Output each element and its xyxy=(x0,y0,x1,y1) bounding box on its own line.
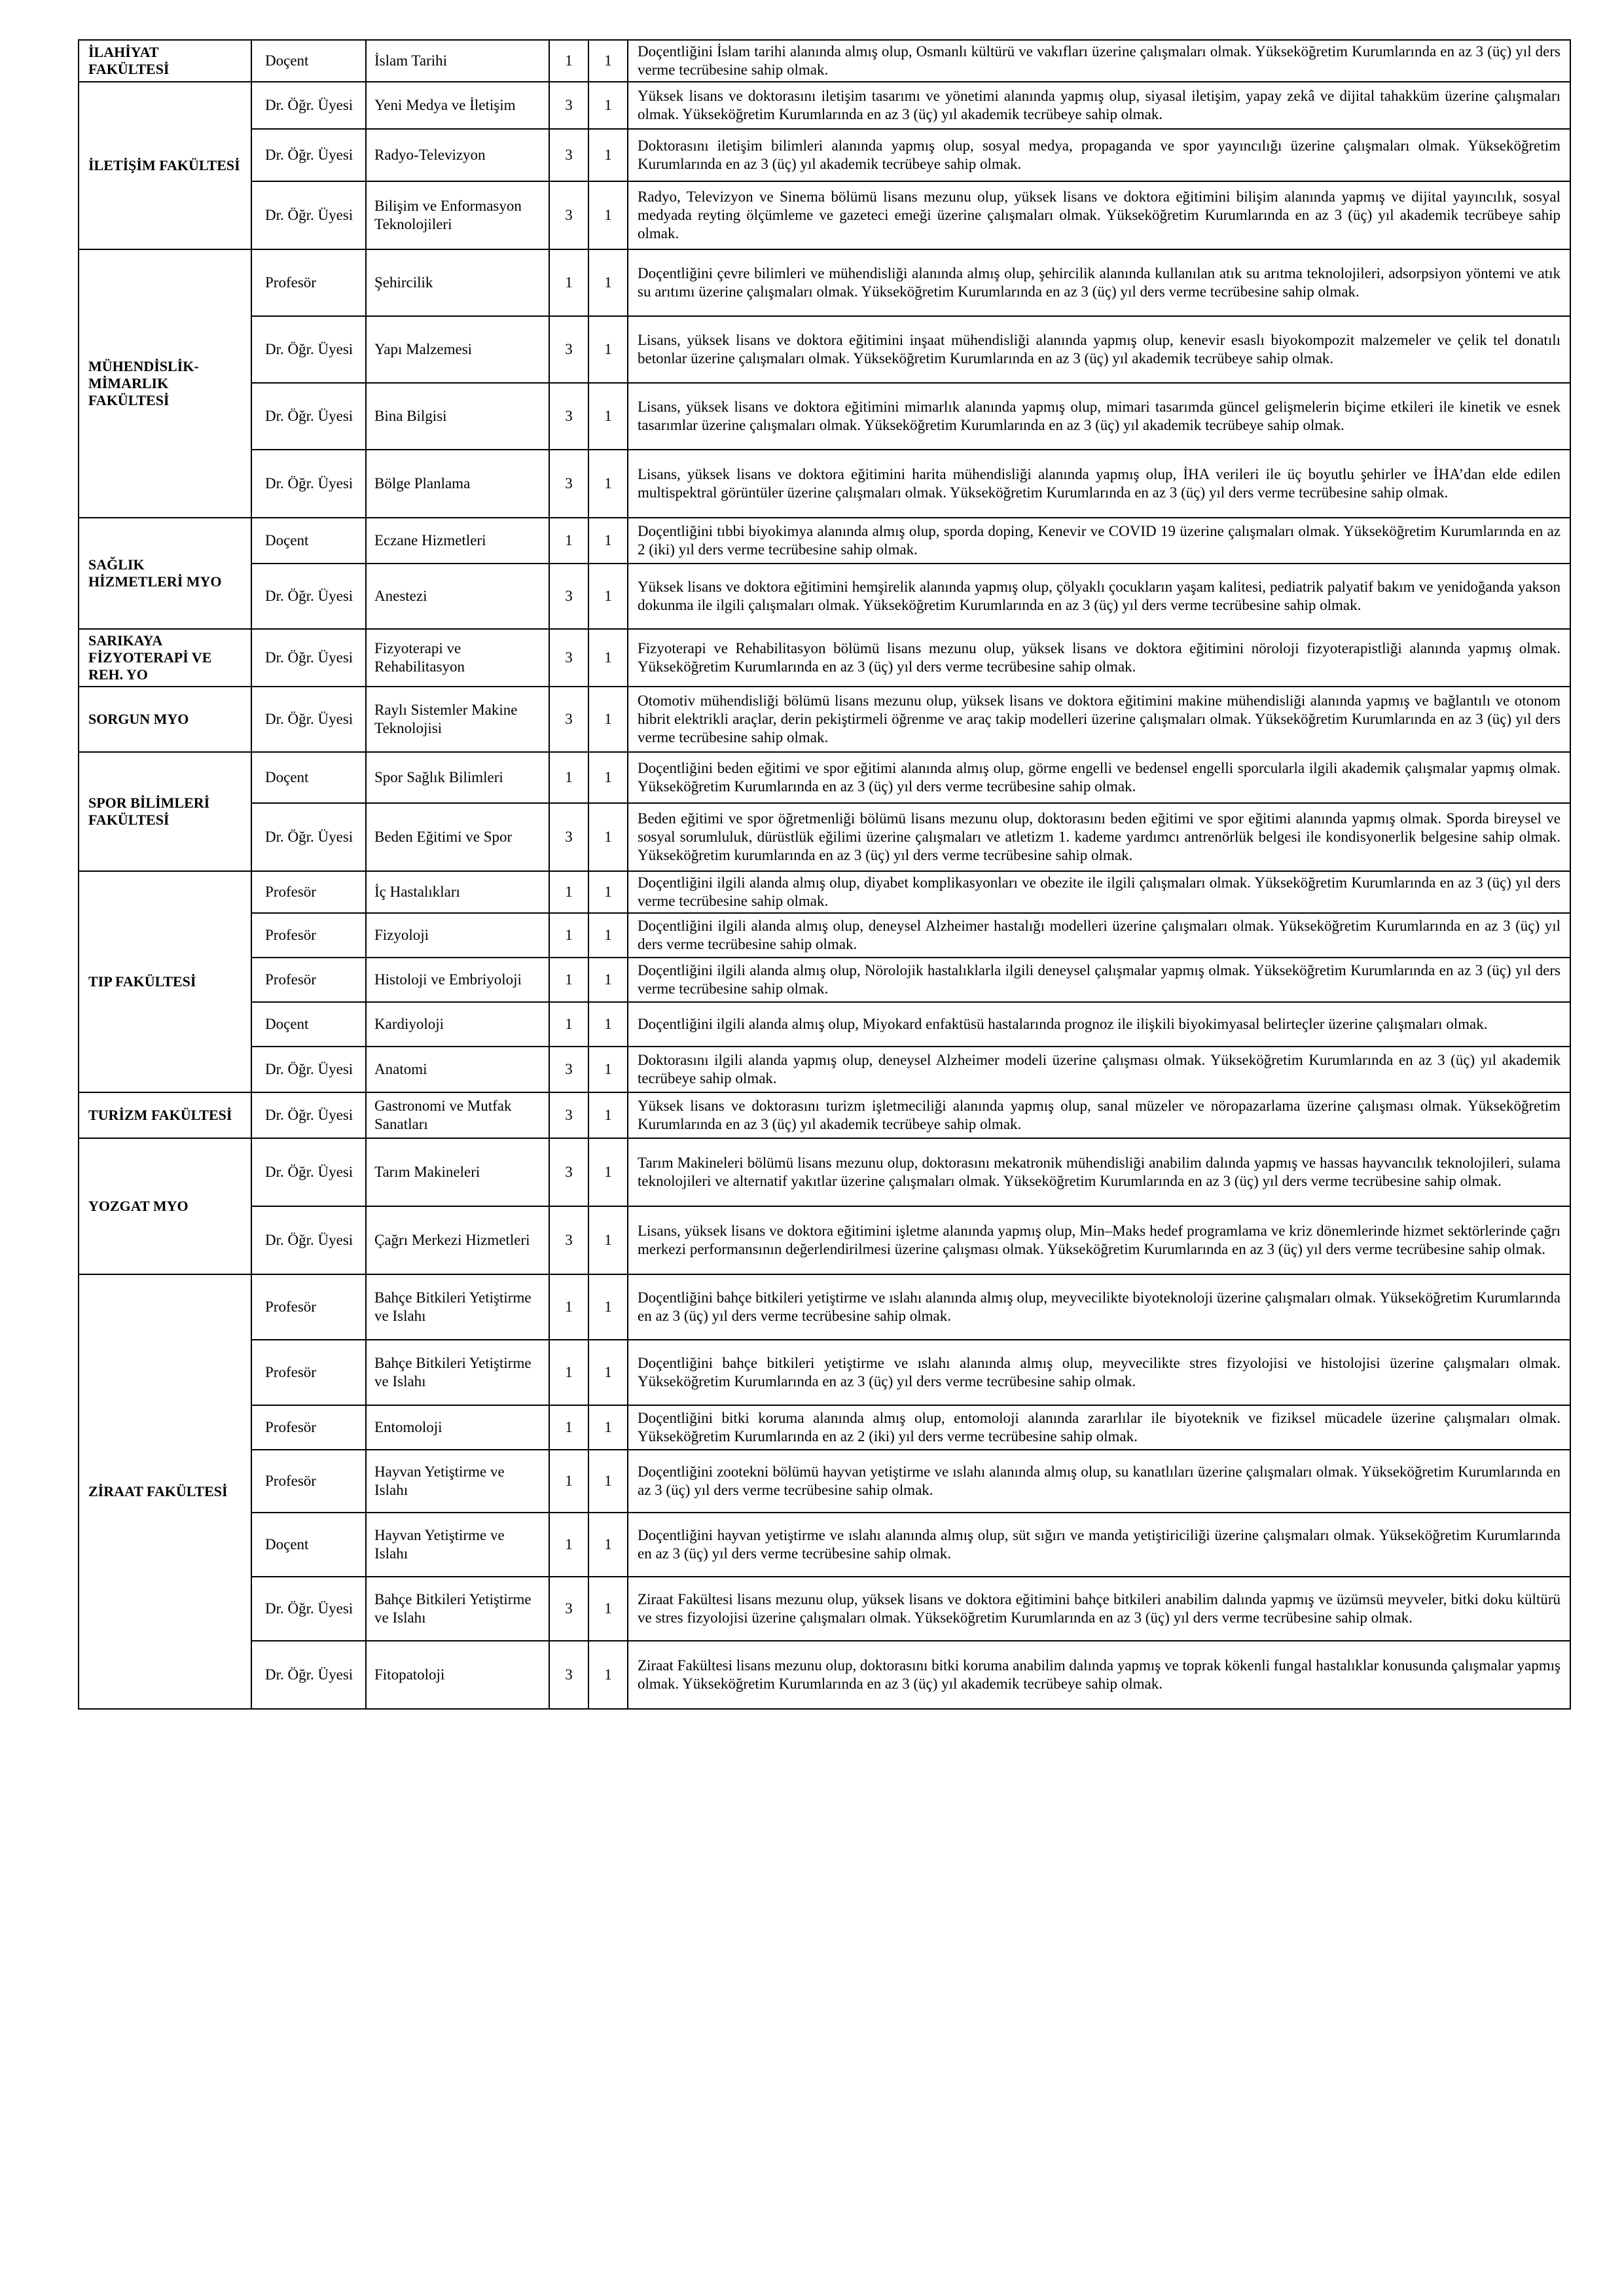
requirements-cell: Ziraat Fakültesi lisans mezunu olup, yüksek lisans ve doktora eğitimini bahçe bitkileri anabilim dalında yapmış ve üzümsü meyveler, bitki doku kültürü ve stres fizyolojisi üzerine çalışmaları olmak. Yükseköğretim Kurumlarında en az 3 (üç) yıl ders verme tecrübesine sahip olmak. xyxy=(628,1577,1570,1641)
department-cell: Radyo-Televizyon xyxy=(366,129,549,181)
table-row xyxy=(79,913,1570,958)
quota-count-cell: 3 xyxy=(549,1092,588,1138)
position-count-cell: 1 xyxy=(588,1092,628,1138)
requirements-cell: Doçentliğini ilgili alanda almış olup, diyabet komplikasyonları ve obezite ile ilgili çalışmaları olmak. Yükseköğretim Kurumlarında en az 3 (üç) yıl ders verme tecrübesine sahip olmak. xyxy=(628,871,1570,913)
unit-name-cell: YOZGAT MYO xyxy=(79,1138,251,1274)
unit-name-cell: MÜHENDİSLİK-MİMARLIK FAKÜLTESİ xyxy=(79,249,251,518)
position-count-cell: 1 xyxy=(588,1274,628,1340)
position-count-cell: 1 xyxy=(588,450,628,518)
quota-count-cell: 1 xyxy=(549,1340,588,1405)
position-count-cell: 1 xyxy=(588,1002,628,1047)
department-cell: Bahçe Bitkileri Yetiştirme ve Islahı xyxy=(366,1274,549,1340)
table-row xyxy=(79,1577,1570,1641)
quota-count-cell: 3 xyxy=(549,129,588,181)
table-row xyxy=(79,564,1570,629)
academic-title-cell: Doçent xyxy=(251,518,366,564)
table-row xyxy=(79,1206,1570,1274)
academic-title-cell: Doçent xyxy=(251,1513,366,1577)
department-cell: Bahçe Bitkileri Yetiştirme ve Islahı xyxy=(366,1340,549,1405)
requirements-cell: Doçentliğini hayvan yetiştirme ve ıslahı alanında almış olup, süt sığırı ve manda yetiştiriciliği üzerine çalışmaları olmak. Yükseköğretim Kurumlarında en az 3 (üç) yıl ders verme tecrübesine sahip olmak. xyxy=(628,1513,1570,1577)
requirements-cell: Doçentliğini bahçe bitkileri yetiştirme ve ıslahı alanında almış olup, meyvecilikte biyoteknoloji üzerine çalışmaları olmak. Yükseköğretim Kurumlarında en az 3 (üç) yıl ders verme tecrübesine sahip olmak. xyxy=(628,1274,1570,1340)
requirements-cell: Lisans, yüksek lisans ve doktora eğitimini işletme alanında yapmış olup, Min–Maks hedef programlama ve kriz dönemlerinde hizmet sektörlerinde çağrı merkezi performansının değerlendirilmesi üzerine çalışması olmak. Yükseköğretim Kurumlarında en az 3 (üç) yıl ders verme tecrübesine sahip olmak. xyxy=(628,1206,1570,1274)
position-count-cell: 1 xyxy=(588,1206,628,1274)
academic-title-cell: Dr. Öğr. Üyesi xyxy=(251,316,366,383)
unit-name-cell: ZİRAAT FAKÜLTESİ xyxy=(79,1274,251,1709)
position-count-cell: 1 xyxy=(588,687,628,752)
table-row xyxy=(79,687,1570,752)
quota-count-cell: 1 xyxy=(549,871,588,913)
requirements-cell: Doçentliğini beden eğitimi ve spor eğitimi alanında almış olup, görme engelli ve bedensel engelli sporcularla ilgili akademik çalışmalar yapmış olmak. Yükseköğretim Kurumlarında en az 3 (üç) yıl ders verme tecrübesine sahip olmak. xyxy=(628,752,1570,803)
table-row xyxy=(79,181,1570,249)
department-cell: Beden Eğitimi ve Spor xyxy=(366,803,549,871)
department-cell: Fizyoloji xyxy=(366,913,549,958)
department-cell: Fizyoterapi ve Rehabilitasyon xyxy=(366,629,549,687)
position-count-cell: 1 xyxy=(588,752,628,803)
quota-count-cell: 1 xyxy=(549,518,588,564)
quota-count-cell: 3 xyxy=(549,383,588,450)
department-cell: Kardiyoloji xyxy=(366,1002,549,1047)
requirements-cell: Yüksek lisans ve doktorasını iletişim tasarımı ve yönetimi alanında yapmış olup, siyasal iletişim, yapay zekâ ve dijital tahakküm üzerine çalışmaları olmak. Yükseköğretim Kurumlarında en az 3 (üç) yıl akademik tecrübeye sahip olmak. xyxy=(628,82,1570,129)
requirements-cell: Fizyoterapi ve Rehabilitasyon bölümü lisans mezunu olup, yüksek lisans ve doktora eğitimini nöroloji fizyoterapistliği alanında yapmış olmak. Yükseköğretim Kurumlarında en az 3 (üç) yıl ders verme tecrübesine sahip olmak. xyxy=(628,629,1570,687)
requirements-cell: Doçentliğini ilgili alanda almış olup, Miyokard enfaktüsü hastalarında prognoz ile ilişkili biyokimyasal belirteçler üzerine çalışmaları olmak. xyxy=(628,1002,1570,1047)
table-row xyxy=(79,1092,1570,1138)
table-row xyxy=(79,450,1570,518)
academic-title-cell: Doçent xyxy=(251,1002,366,1047)
department-cell: İslam Tarihi xyxy=(366,40,549,82)
academic-title-cell: Dr. Öğr. Üyesi xyxy=(251,1138,366,1206)
position-count-cell: 1 xyxy=(588,1641,628,1709)
table-row xyxy=(79,752,1570,803)
unit-name-cell: SPOR BİLİMLERİ FAKÜLTESİ xyxy=(79,752,251,871)
requirements-cell: Otomotiv mühendisliği bölümü lisans mezunu olup, yüksek lisans ve doktora eğitimini makine mühendisliği alanında yapmış ve bağlantılı ve otonom hibrit elektrikli araçlar, derin pekiştirmeli öğrenme ve araç takip modelleri üzerine çalışmaları olmak. Yükseköğretim Kurumlarında en az 3 (üç) yıl ders verme tecrübesine sahip olmak. xyxy=(628,687,1570,752)
table-row xyxy=(79,629,1570,687)
quota-count-cell: 1 xyxy=(549,1002,588,1047)
academic-title-cell: Dr. Öğr. Üyesi xyxy=(251,383,366,450)
requirements-cell: Tarım Makineleri bölümü lisans mezunu olup, doktorasını mekatronik mühendisliği anabilim dalında yapmış ve hassas hayvancılık teknolojileri, sulama teknolojileri ve alternatif yakıtlar üzerine çalışmaları olmak. Yükseköğretim Kurumlarında en az 3 (üç) yıl ders verme tecrübesine sahip olmak. xyxy=(628,1138,1570,1206)
department-cell: Yapı Malzemesi xyxy=(366,316,549,383)
unit-name-cell: İLETİŞİM FAKÜLTESİ xyxy=(79,82,251,249)
table-row xyxy=(79,1002,1570,1047)
table-row xyxy=(79,803,1570,871)
department-cell: İç Hastalıkları xyxy=(366,871,549,913)
position-count-cell: 1 xyxy=(588,629,628,687)
department-cell: Gastronomi ve Mutfak Sanatları xyxy=(366,1092,549,1138)
table-row xyxy=(79,1047,1570,1092)
positions-table xyxy=(78,39,1571,1710)
academic-title-cell: Profesör xyxy=(251,1450,366,1513)
department-cell: Eczane Hizmetleri xyxy=(366,518,549,564)
position-count-cell: 1 xyxy=(588,129,628,181)
requirements-cell: Yüksek lisans ve doktorasını turizm işletmeciliği alanında yapmış olup, sanal müzeler ve nöropazarlama üzerine çalışması olmak. Yükseköğretim Kurumlarında en az 3 (üç) yıl akademik tecrübeye sahip olmak. xyxy=(628,1092,1570,1138)
table-row xyxy=(79,249,1570,316)
requirements-cell: Ziraat Fakültesi lisans mezunu olup, doktorasını bitki koruma anabilim dalında yapmış ve toprak kökenli fungal hastalıklar konusunda çalışmalar yapmış olmak. Yükseköğretim Kurumlarında en az 3 (üç) yıl akademik tecrübeye sahip olmak. xyxy=(628,1641,1570,1709)
position-count-cell: 1 xyxy=(588,82,628,129)
table-row xyxy=(79,518,1570,564)
position-count-cell: 1 xyxy=(588,958,628,1002)
academic-title-cell: Doçent xyxy=(251,40,366,82)
table-row xyxy=(79,1405,1570,1450)
unit-name-cell: SAĞLIK HİZMETLERİ MYO xyxy=(79,518,251,629)
position-count-cell: 1 xyxy=(588,383,628,450)
quota-count-cell: 3 xyxy=(549,82,588,129)
position-count-cell: 1 xyxy=(588,1138,628,1206)
academic-title-cell: Dr. Öğr. Üyesi xyxy=(251,564,366,629)
requirements-cell: Doktorasını ilgili alanda yapmış olup, deneysel Alzheimer modeli üzerine çalışması olmak. Yükseköğretim Kurumlarında en az 3 (üç) yıl akademik tecrübeye sahip olmak. xyxy=(628,1047,1570,1092)
department-cell: Spor Sağlık Bilimleri xyxy=(366,752,549,803)
table-row xyxy=(79,1274,1570,1340)
quota-count-cell: 3 xyxy=(549,687,588,752)
unit-name-cell: İLAHİYAT FAKÜLTESİ xyxy=(79,40,251,82)
quota-count-cell: 3 xyxy=(549,1047,588,1092)
requirements-cell: Doçentliğini ilgili alanda almış olup, deneysel Alzheimer hastalığı modelleri üzerine çalışmaları olmak. Yükseköğretim Kurumlarında en az 3 (üç) yıl ders verme tecrübesine sahip olmak. xyxy=(628,913,1570,958)
quota-count-cell: 1 xyxy=(549,1405,588,1450)
unit-name-cell: SORGUN MYO xyxy=(79,687,251,752)
quota-count-cell: 3 xyxy=(549,629,588,687)
quota-count-cell: 3 xyxy=(549,181,588,249)
position-count-cell: 1 xyxy=(588,181,628,249)
department-cell: Anestezi xyxy=(366,564,549,629)
quota-count-cell: 1 xyxy=(549,913,588,958)
academic-title-cell: Profesör xyxy=(251,1274,366,1340)
quota-count-cell: 3 xyxy=(549,803,588,871)
requirements-cell: Doçentliğini bitki koruma alanında almış olup, entomoloji alanında zararlılar ile biyoteknik ve fiziksel mücadele üzerine çalışmaları olmak. Yükseköğretim Kurumlarında en az 2 (iki) yıl ders verme tecrübesine sahip olmak. xyxy=(628,1405,1570,1450)
position-count-cell: 1 xyxy=(588,913,628,958)
academic-title-cell: Dr. Öğr. Üyesi xyxy=(251,687,366,752)
requirements-cell: Doçentliğini bahçe bitkileri yetiştirme ve ıslahı alanında almış olup, meyvecilikte stres fizyolojisi ve histolojisi üzerine çalışmaları olmak. Yükseköğretim Kurumlarında en az 3 (üç) yıl ders verme tecrübesine sahip olmak. xyxy=(628,1340,1570,1405)
position-count-cell: 1 xyxy=(588,803,628,871)
position-count-cell: 1 xyxy=(588,1577,628,1641)
position-count-cell: 1 xyxy=(588,1405,628,1450)
department-cell: Entomoloji xyxy=(366,1405,549,1450)
academic-title-cell: Profesör xyxy=(251,249,366,316)
department-cell: Bilişim ve Enformasyon Teknolojileri xyxy=(366,181,549,249)
quota-count-cell: 3 xyxy=(549,1206,588,1274)
requirements-cell: Lisans, yüksek lisans ve doktora eğitimini inşaat mühendisliği alanında yapmış olup, kenevir esaslı biyokompozit malzemeler ve çelik tel donatılı betonlar üzerine çalışmaları olmak. Yükseköğretim Kurumlarında en az 3 (üç) yıl akademik tecrübeye sahip olmak. xyxy=(628,316,1570,383)
department-cell: Bahçe Bitkileri Yetiştirme ve Islahı xyxy=(366,1577,549,1641)
table-row xyxy=(79,1138,1570,1206)
academic-title-cell: Profesör xyxy=(251,1405,366,1450)
table-row xyxy=(79,383,1570,450)
unit-name-cell: TURİZM FAKÜLTESİ xyxy=(79,1092,251,1138)
requirements-cell: Beden eğitimi ve spor öğretmenliği bölümü lisans mezunu olup, doktorasını beden eğitimi ve spor eğitimi alanında yapmış olmak. Sporda bireysel ve sosyal sorumluluk, dürüstlük eğilimi üzerine çalışmaları ve atletizm 1. kademe yardımcı antrenörlük belgesi ile kondisyonerlik belgesine sahip olmak. Yükseköğretim kurumlarında en az 3 (üç) yıl ders verme tecrübesine sahip olmak. xyxy=(628,803,1570,871)
requirements-cell: Yüksek lisans ve doktora eğitimini hemşirelik alanında yapmış olup, çölyaklı çocukların yaşam kalitesi, pediatrik palyatif bakım ve yenidoğanda yakson dokunma ile ilgili çalışmaları olmak. Yükseköğretim Kurumlarında en az 3 (üç) yıl ders verme tecrübesine sahip olmak. xyxy=(628,564,1570,629)
position-count-cell: 1 xyxy=(588,871,628,913)
position-count-cell: 1 xyxy=(588,1513,628,1577)
position-count-cell: 1 xyxy=(588,316,628,383)
requirements-cell: Doçentliğini İslam tarihi alanında almış olup, Osmanlı kültürü ve vakıfları üzerine çalışmaları olmak. Yükseköğretim Kurumlarında en az 3 (üç) yıl ders verme tecrübesine sahip olmak. xyxy=(628,40,1570,82)
position-count-cell: 1 xyxy=(588,40,628,82)
department-cell: Raylı Sistemler Makine Teknolojisi xyxy=(366,687,549,752)
academic-title-cell: Dr. Öğr. Üyesi xyxy=(251,1641,366,1709)
quota-count-cell: 1 xyxy=(549,958,588,1002)
department-cell: Tarım Makineleri xyxy=(366,1138,549,1206)
position-count-cell: 1 xyxy=(588,1047,628,1092)
position-count-cell: 1 xyxy=(588,249,628,316)
positions-table-body xyxy=(79,40,1570,1709)
department-cell: Fitopatoloji xyxy=(366,1641,549,1709)
department-cell: Çağrı Merkezi Hizmetleri xyxy=(366,1206,549,1274)
requirements-cell: Lisans, yüksek lisans ve doktora eğitimini mimarlık alanında yapmış olup, mimari tasarımda güncel gelişmelerin biçime etkileri ile kinetik ve esnek tasarımlar üzerine çalışmaları olmak. Yükseköğretim Kurumlarında en az 3 (üç) yıl akademik tecrübeye sahip olmak. xyxy=(628,383,1570,450)
table-row xyxy=(79,40,1570,82)
quota-count-cell: 3 xyxy=(549,316,588,383)
requirements-cell: Radyo, Televizyon ve Sinema bölümü lisans mezunu olup, yüksek lisans ve doktora eğitimini bilişim alanında yapmış ve dijital yayıncılık, sosyal medyada reyting ölçümleme ve gazeteci emeği üzerine çalışmaları olmak. Yükseköğretim Kurumlarında en az 3 (üç) yıl akademik tecrübeye sahip olmak. xyxy=(628,181,1570,249)
academic-title-cell: Profesör xyxy=(251,871,366,913)
quota-count-cell: 3 xyxy=(549,450,588,518)
academic-title-cell: Dr. Öğr. Üyesi xyxy=(251,1206,366,1274)
quota-count-cell: 1 xyxy=(549,249,588,316)
quota-count-cell: 1 xyxy=(549,1274,588,1340)
requirements-cell: Doktorasını iletişim bilimleri alanında yapmış olup, sosyal medya, propaganda ve spor yayıncılığı üzerine çalışmaları olmak. Yükseköğretim Kurumlarında en az 3 (üç) yıl akademik tecrübeye sahip olmak. xyxy=(628,129,1570,181)
position-count-cell: 1 xyxy=(588,1340,628,1405)
department-cell: Hayvan Yetiştirme ve Islahı xyxy=(366,1450,549,1513)
academic-title-cell: Dr. Öğr. Üyesi xyxy=(251,129,366,181)
academic-title-cell: Dr. Öğr. Üyesi xyxy=(251,1577,366,1641)
academic-title-cell: Dr. Öğr. Üyesi xyxy=(251,629,366,687)
unit-name-cell: TIP FAKÜLTESİ xyxy=(79,871,251,1092)
academic-title-cell: Profesör xyxy=(251,913,366,958)
academic-title-cell: Doçent xyxy=(251,752,366,803)
quota-count-cell: 3 xyxy=(549,564,588,629)
department-cell: Histoloji ve Embriyoloji xyxy=(366,958,549,1002)
quota-count-cell: 1 xyxy=(549,40,588,82)
table-row xyxy=(79,316,1570,383)
requirements-cell: Doçentliğini tıbbi biyokimya alanında almış olup, sporda doping, Kenevir ve COVID 19 üzerine çalışmaları olmak. Yükseköğretim Kurumlarında en az 2 (iki) yıl ders verme tecrübesine sahip olmak. xyxy=(628,518,1570,564)
department-cell: Anatomi xyxy=(366,1047,549,1092)
table-row xyxy=(79,1450,1570,1513)
unit-name-cell: SARIKAYA FİZYOTERAPİ VE REH. YO xyxy=(79,629,251,687)
academic-title-cell: Dr. Öğr. Üyesi xyxy=(251,82,366,129)
table-row xyxy=(79,1641,1570,1709)
quota-count-cell: 1 xyxy=(549,1450,588,1513)
academic-title-cell: Dr. Öğr. Üyesi xyxy=(251,803,366,871)
position-count-cell: 1 xyxy=(588,1450,628,1513)
academic-title-cell: Dr. Öğr. Üyesi xyxy=(251,1047,366,1092)
quota-count-cell: 1 xyxy=(549,752,588,803)
department-cell: Bina Bilgisi xyxy=(366,383,549,450)
department-cell: Şehircilik xyxy=(366,249,549,316)
department-cell: Yeni Medya ve İletişim xyxy=(366,82,549,129)
academic-title-cell: Profesör xyxy=(251,1340,366,1405)
requirements-cell: Lisans, yüksek lisans ve doktora eğitimini harita mühendisliği alanında yapmış olup, İHA verileri ile üç boyutlu şehirler ve İHA’dan elde edilen multispektral görüntüler üzerine çalışmaları olmak. Yükseköğretim Kurumlarında en az 3 (üç) yıl ders verme tecrübesine sahip olmak. xyxy=(628,450,1570,518)
table-row xyxy=(79,82,1570,129)
table-row xyxy=(79,1340,1570,1405)
quota-count-cell: 3 xyxy=(549,1641,588,1709)
quota-count-cell: 3 xyxy=(549,1577,588,1641)
position-count-cell: 1 xyxy=(588,518,628,564)
academic-title-cell: Profesör xyxy=(251,958,366,1002)
table-row xyxy=(79,958,1570,1002)
department-cell: Bölge Planlama xyxy=(366,450,549,518)
table-row xyxy=(79,1513,1570,1577)
quota-count-cell: 1 xyxy=(549,1513,588,1577)
table-row xyxy=(79,129,1570,181)
table-row xyxy=(79,871,1570,913)
department-cell: Hayvan Yetiştirme ve Islahı xyxy=(366,1513,549,1577)
requirements-cell: Doçentliğini ilgili alanda almış olup, Nörolojik hastalıklarla ilgili deneysel çalışmalar yapmış olmak. Yükseköğretim Kurumlarında en az 3 (üç) yıl ders verme tecrübesine sahip olmak. xyxy=(628,958,1570,1002)
academic-title-cell: Dr. Öğr. Üyesi xyxy=(251,181,366,249)
requirements-cell: Doçentliğini zootekni bölümü hayvan yetiştirme ve ıslahı alanında almış olup, su kanatlıları üzerine çalışmaları olmak. Yükseköğretim Kurumlarında en az 3 (üç) yıl ders verme tecrübesine sahip olmak. xyxy=(628,1450,1570,1513)
requirements-cell: Doçentliğini çevre bilimleri ve mühendisliği alanında almış olup, şehircilik alanında kullanılan atık su arıtma teknolojileri, adsorpsiyon yöntemi ve atık su arıtımı üzerine çalışmaları olmak. Yükseköğretim Kurumlarında en az 3 (üç) yıl ders verme tecrübesine sahip olmak. xyxy=(628,249,1570,316)
academic-title-cell: Dr. Öğr. Üyesi xyxy=(251,1092,366,1138)
position-count-cell: 1 xyxy=(588,564,628,629)
quota-count-cell: 3 xyxy=(549,1138,588,1206)
academic-title-cell: Dr. Öğr. Üyesi xyxy=(251,450,366,518)
